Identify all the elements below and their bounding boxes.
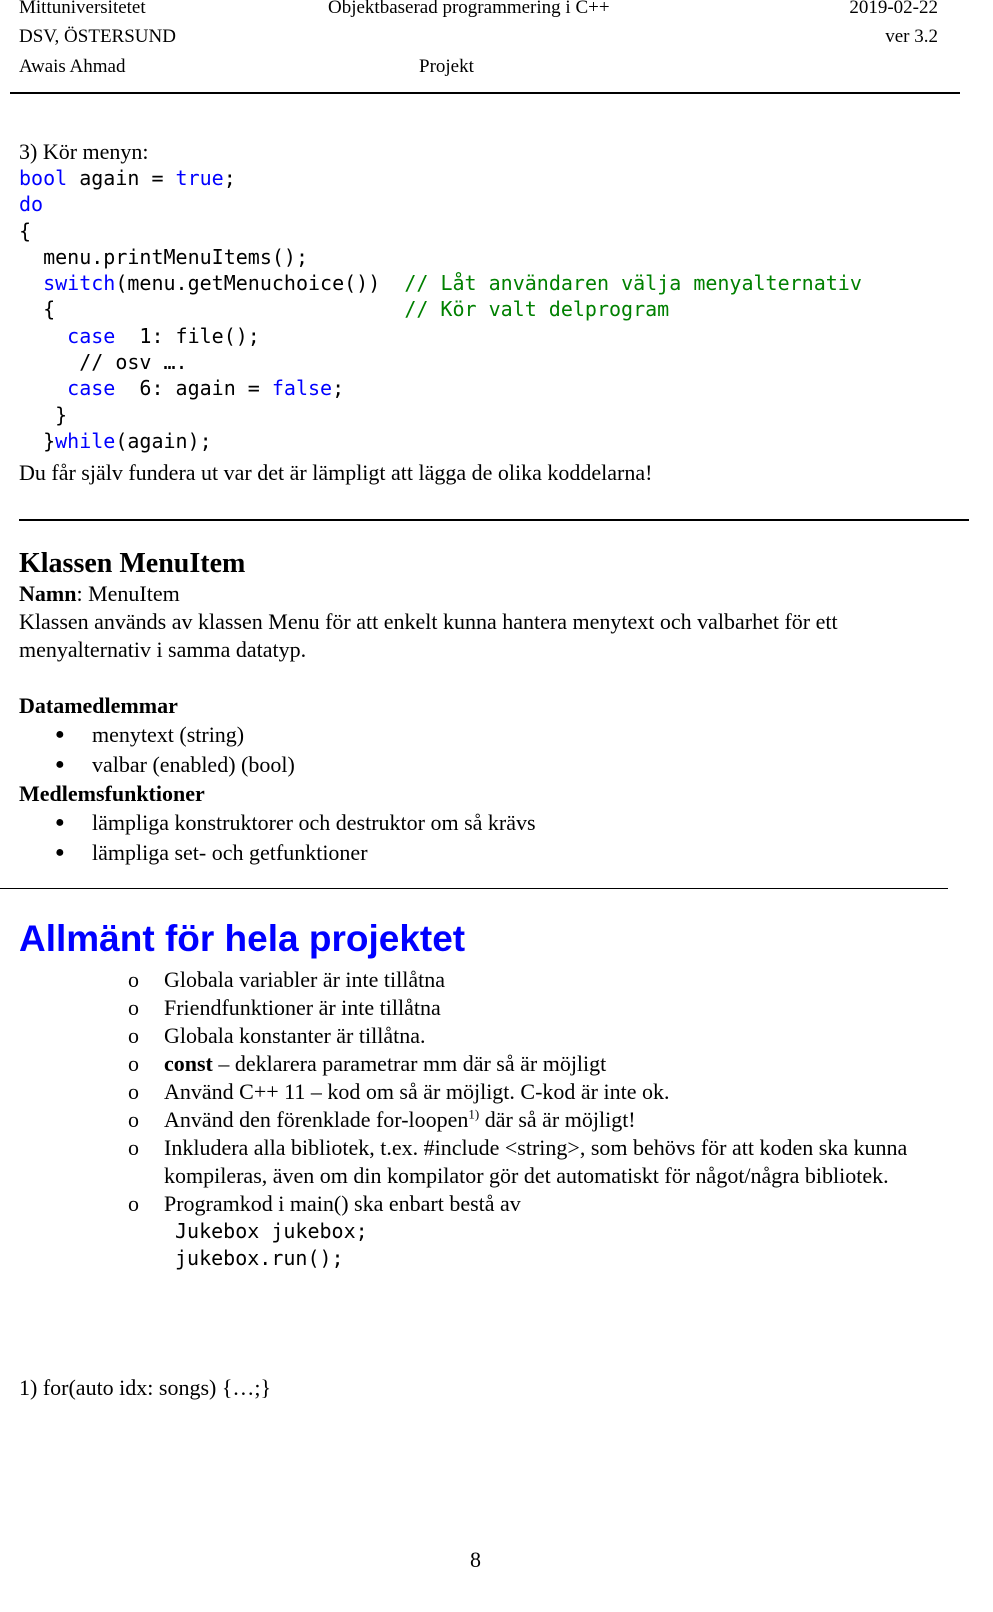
circle-bullet-icon: o: [128, 1079, 139, 1104]
header-version: ver 3.2: [885, 26, 938, 47]
header-divider: [10, 92, 960, 94]
code-text: menu.printMenuItems();: [19, 244, 308, 269]
code-text: }: [19, 428, 56, 453]
code-text: again =: [67, 166, 176, 190]
list-item: ● lämpliga set- och getfunktioner: [19, 838, 959, 868]
code-keyword: case: [67, 376, 116, 401]
header-university: Mittuniversitetet: [19, 0, 146, 18]
list-item: o Globala konstanter är tillåtna.: [128, 1023, 426, 1048]
bullet-icon: ●: [55, 726, 65, 743]
circle-bullet-icon: o: [128, 1191, 139, 1216]
main-code-line: jukebox.run();: [175, 1245, 344, 1270]
name-label: Namn: [19, 581, 77, 606]
circle-bullet-icon: o: [128, 1135, 139, 1160]
list-item: o Använd den förenklade for-loopen$^{1)}$ där så är möjligt!: [128, 1106, 636, 1132]
menu-outro: Du får själv fundera ut var det är lämpligt att lägga de olika koddelarna!: [19, 460, 653, 485]
header-author: Awais Ahmad: [19, 56, 126, 77]
menu-intro: 3) Kör menyn:: [19, 139, 149, 164]
header-department: DSV, ÖSTERSUND: [19, 26, 176, 47]
name-value: : MenuItem: [76, 581, 180, 606]
circle-bullet-icon: o: [128, 995, 139, 1020]
list-item: o const – deklarera parametrar mm där så är möjligt: [128, 1051, 607, 1076]
list-item: o Inkludera alla bibliotek, t.ex. #include <string>, som behövs för att koden ska kunna kompileras, även om din kompilator gör det automatiskt för något/några bibliotek.: [128, 1135, 908, 1188]
code-text: // osv ….: [19, 350, 188, 375]
menuitem-description: Klassen används av klassen Menu för att enkelt kunna hantera menytext och valbarhet för ett menyalternativ i samma datatyp.: [19, 609, 838, 662]
data-members-heading: Datamedlemmar: [19, 693, 178, 718]
code-text: [19, 271, 43, 295]
header-doc-type: Projekt: [419, 56, 474, 77]
code-text: 1: file();: [115, 323, 260, 348]
code-keyword: switch: [43, 271, 116, 296]
code-text: (again);: [115, 428, 212, 453]
code-text: ;: [223, 166, 236, 190]
code-keyword: bool: [19, 166, 68, 190]
list-item: o Programkod i main() ska enbart bestå av Jukebox jukebox; jukebox.run();: [128, 1190, 948, 1271]
code-text: {: [19, 297, 405, 322]
const-keyword: const: [164, 1051, 213, 1076]
section-divider: [19, 519, 969, 521]
code-text: [19, 324, 67, 348]
member-functions-heading: Medlemsfunktioner: [19, 781, 205, 806]
code-keyword: do: [19, 192, 44, 217]
code-comment: // Kör valt delprogram: [404, 297, 670, 322]
code-comment: // Låt användaren välja menyalternativ: [404, 271, 862, 296]
code-text: {: [19, 218, 32, 243]
code-keyword: while: [55, 428, 116, 453]
list-item: ● valbar (enabled) (bool): [19, 750, 959, 780]
code-text: }: [19, 402, 68, 427]
bullet-icon: ●: [55, 814, 65, 831]
menuitem-name-line: [19, 580, 180, 608]
bullet-icon: ●: [55, 756, 65, 773]
list-item: o Friendfunktioner är inte tillåtna: [128, 995, 441, 1020]
footnote: 1) for(auto idx: songs) {…;}: [19, 1375, 272, 1400]
code-text: [19, 376, 67, 400]
circle-bullet-icon: o: [128, 1051, 139, 1076]
page-number: 8: [470, 1547, 481, 1572]
general-title: Allmänt för hela projektet: [19, 918, 466, 959]
menuitem-title: Klassen MenuItem: [19, 548, 246, 579]
code-keyword: true: [175, 166, 224, 190]
list-item: ● lämpliga konstruktorer och destruktor om så krävs: [19, 808, 959, 838]
bullet-icon: ●: [55, 844, 65, 861]
code-text: 6: again =: [115, 376, 272, 401]
header-course: Objektbaserad programmering i C++: [328, 0, 610, 18]
list-item: ● menytext (string): [19, 720, 959, 750]
circle-bullet-icon: o: [128, 1023, 139, 1048]
member-functions-list: [19, 808, 959, 868]
menu-code-block: [19, 165, 862, 454]
code-text: (menu.getMenuchoice()): [115, 271, 405, 296]
header-date: 2019-02-22: [849, 0, 938, 18]
general-rules-list: [128, 966, 948, 1271]
footnote-ref: 1): [468, 1106, 480, 1122]
circle-bullet-icon: o: [128, 967, 139, 992]
list-item: o Använd C++ 11 – kod om så är möjligt. C-kod är inte ok.: [128, 1079, 670, 1104]
list-item: o Globala variabler är inte tillåtna: [128, 967, 445, 992]
main-code-line: Jukebox jukebox;: [175, 1219, 368, 1243]
section-divider: [0, 888, 948, 889]
code-keyword: case: [67, 323, 116, 348]
data-members-list: [19, 720, 959, 780]
code-keyword: false: [271, 376, 333, 401]
circle-bullet-icon: o: [128, 1107, 139, 1132]
code-text: ;: [332, 376, 345, 401]
